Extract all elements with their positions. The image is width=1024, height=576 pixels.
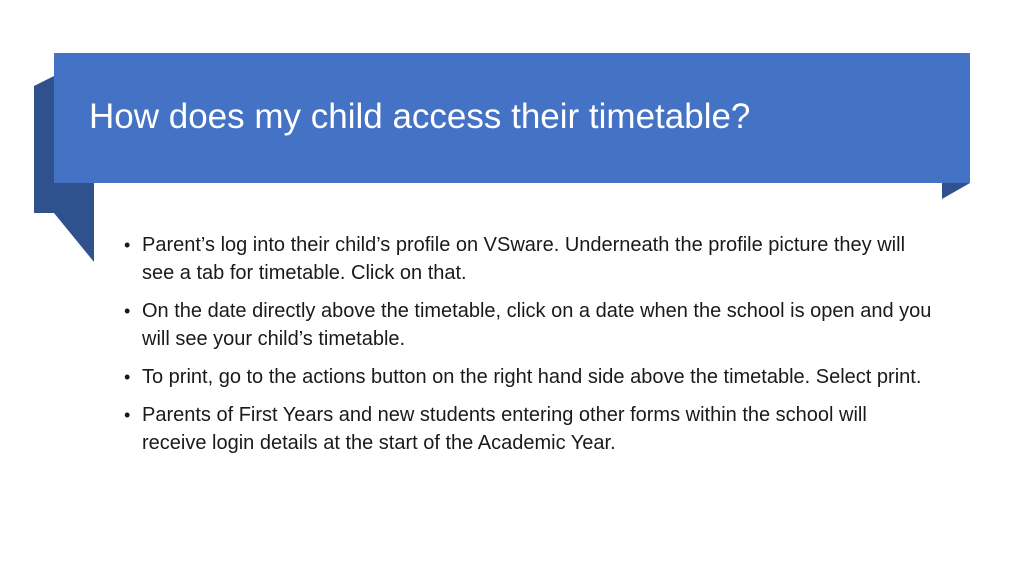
bullet-icon: • — [124, 301, 131, 321]
bullet-icon: • — [124, 235, 131, 255]
bullet-icon: • — [124, 367, 131, 387]
list-item — [122, 297, 932, 353]
bullet-text: Parent’s log into their child’s profile on VSware. Underneath the profile picture they will see a tab for timetable. Click on that. — [142, 234, 906, 284]
slide-title: How does my child access their timetable? — [89, 97, 751, 136]
list-item — [122, 231, 932, 287]
list-item — [122, 363, 932, 391]
bullet-text: On the date directly above the timetable, click on a date when the school is open and you will see your child’s timetable. — [142, 300, 932, 350]
ribbon-right-fold — [942, 183, 970, 199]
bullet-text: Parents of First Years and new students entering other forms within the school will receive login details at the start of the Academic Year. — [142, 404, 867, 454]
bullet-text: To print, go to the actions button on the right hand side above the timetable. Select print. — [142, 366, 922, 388]
bullet-list — [122, 231, 932, 467]
bullet-icon: • — [124, 405, 131, 425]
list-item — [122, 401, 932, 457]
title-banner — [54, 53, 970, 183]
